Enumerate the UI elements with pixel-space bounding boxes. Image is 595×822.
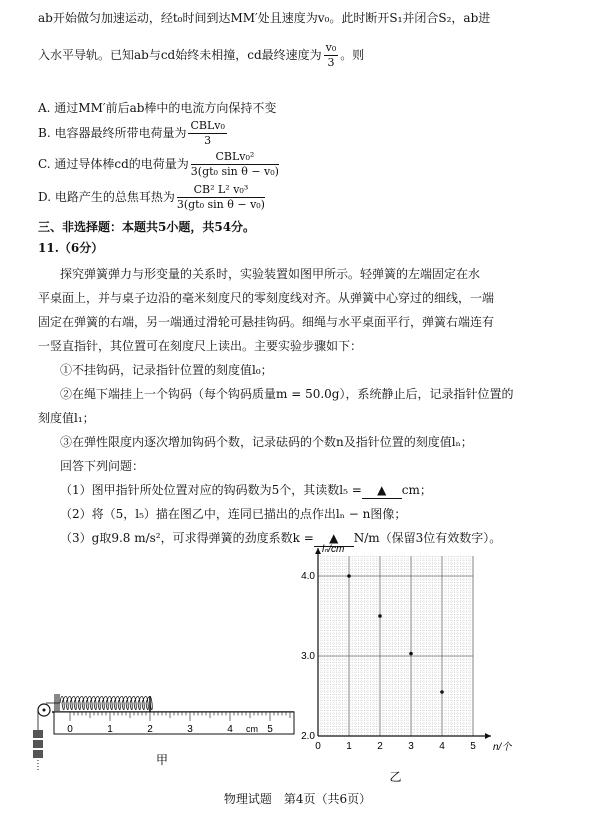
data-point (378, 614, 382, 618)
x-tick-label: 2 (377, 741, 383, 752)
q11-para-line3: 固定在弹簧的右端，另一端通过滑轮可悬挂钩码。细绳与水平桌面平行，弹簧右端连有 (38, 315, 495, 329)
pulley-axle (43, 709, 46, 712)
step-1: ①不挂钩码，记录指针位置的刻度值l₀； (60, 363, 273, 377)
y-axis-label: lₙ/cm (322, 544, 345, 555)
x-axis-arrow-icon (485, 733, 491, 739)
frac-num: v₀ (325, 41, 337, 54)
q11-para-line4: 一竖直指针，其位置可在刻度尺上读出。主要实验步骤如下： (38, 339, 363, 353)
spring-coils (60, 696, 152, 710)
chart-grid (318, 556, 473, 736)
y-tick-label: 2.0 (301, 731, 315, 742)
q10-line2-post: 。则 (340, 48, 365, 62)
answer-3 (60, 530, 501, 547)
q10-line2 (38, 41, 364, 70)
data-point (440, 690, 444, 694)
ruler-label: 3 (187, 724, 193, 735)
section-heading: 三、非选择题：本题共5小题，共54分。 (38, 220, 256, 234)
option-a: A. 通过MM′前后ab棒中的电流方向保持不变 (38, 101, 277, 115)
figure-yi-caption: 乙 (389, 770, 402, 784)
cd-velocity-fraction (324, 41, 339, 70)
q11-title: 11.（6分） (38, 241, 104, 255)
option-d-fraction (177, 183, 265, 212)
option-c-fraction (191, 150, 279, 179)
figure-jia (32, 690, 302, 780)
hook-weights (33, 730, 43, 770)
ruler-unit: cm (246, 724, 258, 734)
q10-line1: ab开始做匀加速运动，经t₀时间到达MM′处且速度为v₀。此时断开S₁并闭合S₂，ab进 (38, 11, 491, 25)
ruler-label: 0 (67, 724, 73, 735)
x-axis-label: n/个 (493, 742, 512, 753)
data-point (409, 652, 413, 656)
frac-den: 3 (204, 134, 212, 147)
option-d-label: D. 电路产生的总焦耳热为 (38, 190, 175, 204)
x-tick-label: 1 (346, 741, 352, 752)
step-2a: ②在绳下端挂上一个钩码（每个钩码质量m = 50.0g），系统静止后，记录指针位置的 (60, 387, 514, 401)
y-tick-label: 3.0 (301, 651, 315, 662)
frac-den: 3(gt₀ sin θ − v₀) (176, 198, 265, 211)
step-2b: 刻度值l₁； (38, 411, 95, 425)
ruler-label: 2 (147, 724, 153, 735)
answer-3-text: （3）g取9.8 m/s²，可求得弹簧的劲度系数k = (60, 531, 314, 545)
answer-3-blank[interactable]: ▲ (314, 530, 354, 547)
answer-1 (60, 482, 432, 499)
answer-2: （2）将（5，l₅）描在图乙中，连同已描出的点作出lₙ − n图像； (60, 507, 407, 521)
y-tick-label: 4.0 (301, 571, 315, 582)
figure-jia-caption: 甲 (155, 753, 169, 767)
answer-1-blank[interactable]: ▲ (362, 482, 402, 499)
q11-para-line1: 探究弹簧弹力与形变量的关系时，实验装置如图甲所示。轻弹簧的左端固定在水 (60, 267, 481, 281)
x-tick-label: 0 (315, 741, 321, 752)
q10-line2-pre: 入水平导轨。已知ab与cd始终未相撞，cd最终速度为 (38, 48, 322, 62)
option-b-fraction (188, 119, 226, 148)
figure-yi-chart (290, 544, 520, 785)
option-b-label: B. 电容器最终所带电荷量为 (38, 126, 187, 140)
frac-num: CB² L² v₀³ (177, 183, 265, 198)
data-point (347, 574, 351, 578)
answer-1-unit: cm； (401, 483, 432, 497)
questions-intro: 回答下列问题： (60, 459, 145, 473)
ruler-label: 5 (267, 724, 273, 735)
step-3: ③在弹性限度内逐次增加钩码个数，记录砝码的个数n及指针位置的刻度值lₙ； (60, 435, 473, 449)
y-axis-arrow-icon (315, 548, 321, 554)
frac-den: 3 (327, 56, 335, 69)
option-d (38, 183, 267, 212)
ruler-label: 4 (227, 724, 233, 735)
option-b (38, 119, 229, 148)
x-tick-label: 5 (470, 741, 476, 752)
frac-num: CBLv₀ (190, 119, 225, 132)
q11-para-line2: 平桌面上，并与桌子边沿的毫米刻度尺的零刻度线对齐。从弹簧中心穿过的细线，一端 (38, 291, 495, 305)
ruler-label: 1 (107, 724, 113, 735)
option-c-label: C. 通过导体棒cd的电荷量为 (38, 157, 189, 171)
answer-3-unit: N/m（保留3位有效数字）。 (353, 531, 502, 545)
answer-1-text: （1）图甲指针所处位置对应的钩码数为5个，其读数l₅ = (60, 483, 362, 497)
frac-den: 3(gt₀ sin θ − v₀) (190, 165, 279, 178)
frac-num: CBLv₀² (191, 150, 279, 165)
page-footer: 物理试题 第4页（共6页） (223, 792, 372, 806)
option-c (38, 150, 281, 179)
x-tick-label: 4 (439, 741, 445, 752)
x-tick-label: 3 (408, 741, 414, 752)
